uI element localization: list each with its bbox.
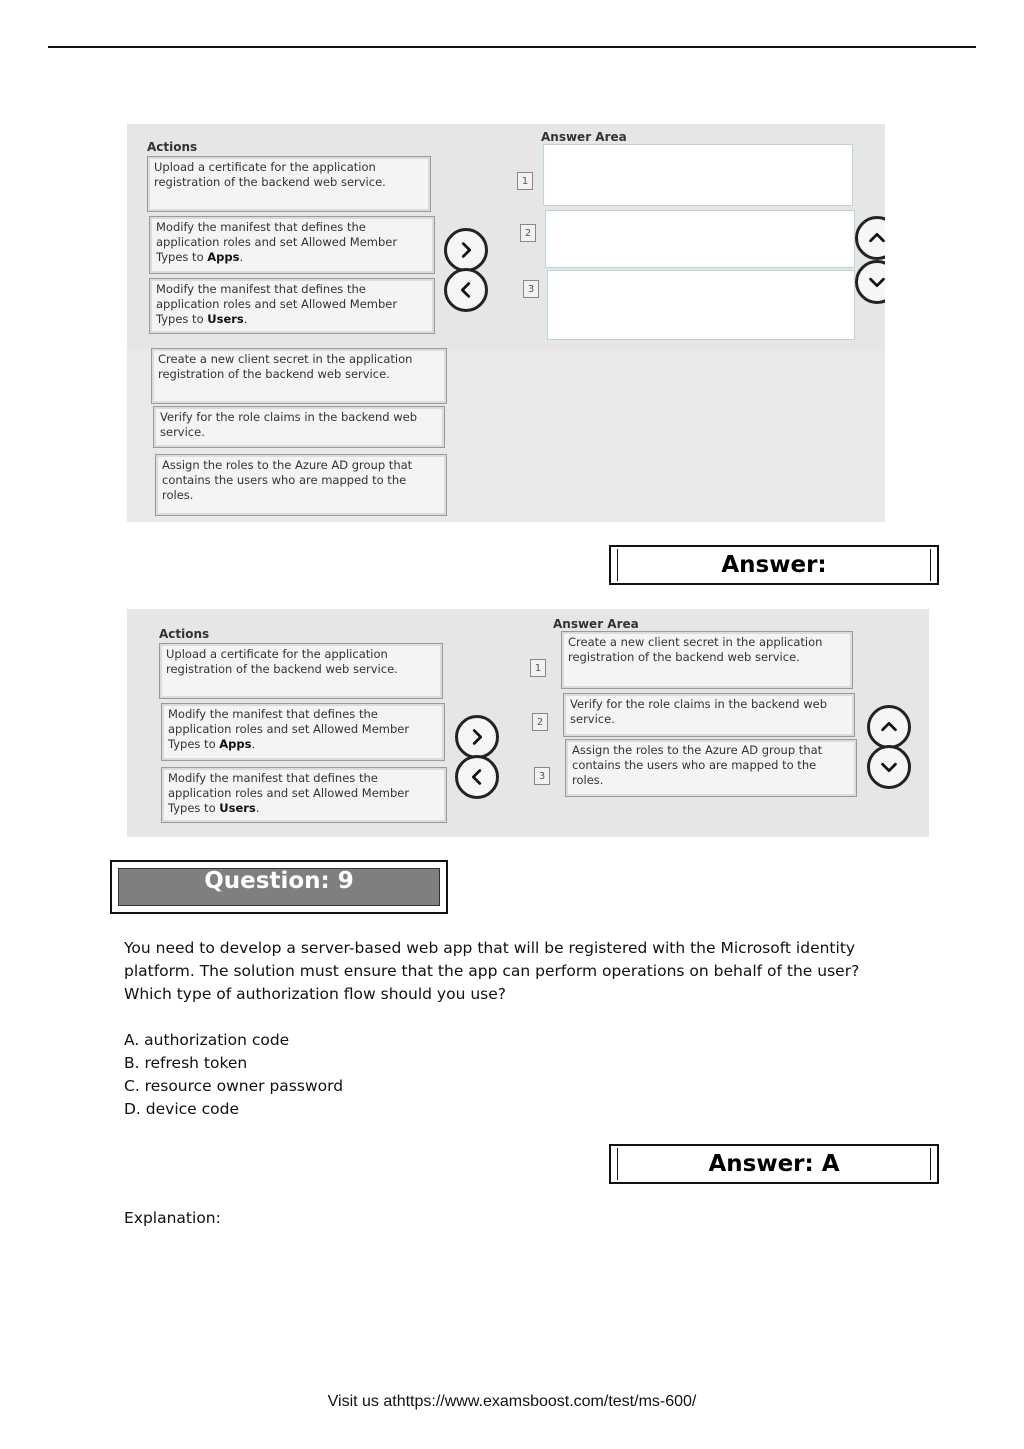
chevron-right-icon bbox=[466, 726, 488, 748]
action-item-1-text: Upload a certificate for the application registration of the backend web service. bbox=[154, 160, 386, 189]
slot-number-3: 3 bbox=[534, 767, 550, 785]
question-header bbox=[110, 860, 448, 914]
option-c: C. resource owner password bbox=[124, 1077, 344, 1095]
answer-item-3-text: Assign the roles to the Azure AD group that contains the users who are mapped to the roles. bbox=[572, 743, 823, 787]
answer-screenshot bbox=[127, 609, 929, 837]
option-a: A. authorization code bbox=[124, 1031, 290, 1049]
chevron-right-icon bbox=[455, 239, 477, 261]
chevron-left-icon bbox=[466, 766, 488, 788]
footer-link[interactable]: Visit us athttps://www.examsboost.com/test/ms-600/ bbox=[327, 1393, 697, 1410]
answer-item-1[interactable] bbox=[561, 631, 853, 689]
action-item-3-text: Modify the manifest that defines the application roles and set Allowed Member Types to bbox=[168, 771, 410, 815]
action-item-6[interactable] bbox=[155, 454, 447, 516]
action-item-3-end: . bbox=[243, 312, 248, 326]
question-text: You need to develop a server-based web app that will be registered with the Microsoft identity platform. The solution must ensure that the app can perform operations on behalf of the user? Which type of authorization flow should you use? bbox=[124, 939, 860, 1003]
action-item-4-text: Create a new client secret in the application registration of the backend web service. bbox=[158, 352, 413, 381]
slot-number-2: 2 bbox=[532, 713, 548, 731]
action-item-2-bold: Apps bbox=[219, 737, 252, 751]
action-item-2[interactable] bbox=[161, 703, 445, 761]
answer-label-box bbox=[609, 545, 939, 585]
slot-number-2: 2 bbox=[520, 224, 536, 242]
action-item-1-text: Upload a certificate for the application registration of the backend web service. bbox=[166, 647, 398, 676]
action-item-3[interactable] bbox=[149, 278, 435, 334]
move-up-button[interactable] bbox=[855, 216, 885, 260]
action-item-1[interactable] bbox=[147, 156, 431, 212]
answer-slot-3[interactable] bbox=[547, 270, 855, 340]
chevron-up-icon bbox=[878, 716, 900, 738]
action-item-2-bold: Apps bbox=[207, 250, 240, 264]
action-item-5-text: Verify for the role claims in the backend web service. bbox=[160, 410, 418, 439]
action-item-1[interactable] bbox=[159, 643, 443, 699]
answer-label: Answer: bbox=[721, 552, 827, 578]
explanation-label: Explanation: bbox=[124, 1209, 221, 1227]
move-down-button[interactable] bbox=[855, 260, 885, 304]
action-item-2-end: . bbox=[251, 737, 256, 751]
option-b: B. refresh token bbox=[124, 1054, 248, 1072]
question-number: Question: 9 bbox=[204, 868, 354, 894]
action-item-6-text: Assign the roles to the Azure AD group that contains the users who are mapped to the roles. bbox=[162, 458, 413, 502]
move-up-button[interactable] bbox=[867, 705, 911, 749]
slot-number-1: 1 bbox=[530, 659, 546, 677]
answer-item-3[interactable] bbox=[565, 739, 857, 797]
slot-number-3: 3 bbox=[523, 280, 539, 298]
top-rule bbox=[48, 46, 976, 48]
answer-item-1-text: Create a new client secret in the application registration of the backend web service. bbox=[568, 635, 823, 664]
answer-item-2[interactable] bbox=[563, 693, 855, 737]
answer-slot-1[interactable] bbox=[543, 144, 853, 206]
action-item-3[interactable] bbox=[161, 767, 447, 823]
actions-label: Actions bbox=[159, 627, 210, 641]
action-item-3-bold: Users bbox=[219, 801, 256, 815]
exercise-screenshot bbox=[127, 124, 885, 522]
chevron-up-icon bbox=[866, 227, 885, 249]
move-down-button[interactable] bbox=[867, 745, 911, 789]
action-item-4[interactable] bbox=[151, 348, 447, 404]
chevron-left-icon bbox=[455, 279, 477, 301]
answer-result: Answer: A bbox=[708, 1151, 840, 1177]
answer-area-label: Answer Area bbox=[541, 130, 627, 144]
answer-area-label: Answer Area bbox=[553, 617, 639, 631]
answer-result-box bbox=[609, 1144, 939, 1184]
action-item-2[interactable] bbox=[149, 216, 435, 274]
move-right-button[interactable] bbox=[455, 715, 499, 759]
option-d: D. device code bbox=[124, 1100, 240, 1118]
answer-slot-2[interactable] bbox=[545, 210, 855, 268]
action-item-3-bold: Users bbox=[207, 312, 244, 326]
chevron-down-icon bbox=[866, 271, 885, 293]
action-item-5[interactable] bbox=[153, 406, 445, 448]
move-right-button[interactable] bbox=[444, 228, 488, 272]
move-left-button[interactable] bbox=[444, 268, 488, 312]
chevron-down-icon bbox=[878, 756, 900, 778]
actions-label: Actions bbox=[147, 140, 198, 154]
action-item-2-text: Modify the manifest that defines the application roles and set Allowed Member Types to bbox=[156, 220, 398, 264]
action-item-2-text: Modify the manifest that defines the application roles and set Allowed Member Types to bbox=[168, 707, 410, 751]
answer-item-2-text: Verify for the role claims in the backend web service. bbox=[570, 697, 828, 726]
move-left-button[interactable] bbox=[455, 755, 499, 799]
action-item-3-text: Modify the manifest that defines the application roles and set Allowed Member Types to bbox=[156, 282, 398, 326]
slot-number-1: 1 bbox=[517, 172, 533, 190]
action-item-3-end: . bbox=[255, 801, 260, 815]
action-item-2-end: . bbox=[239, 250, 244, 264]
